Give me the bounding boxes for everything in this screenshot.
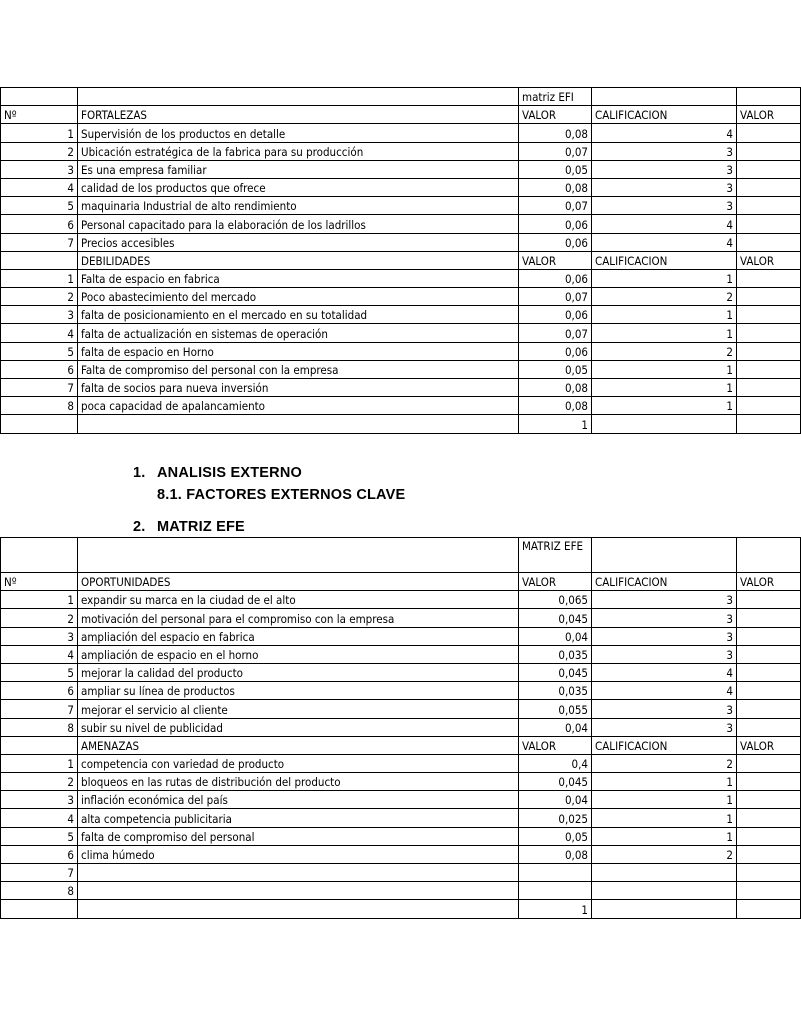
factor-text: maquinaria Industrial de alto rendimiento xyxy=(78,197,519,215)
calificacion-cell xyxy=(592,882,737,900)
efe-title: MATRIZ EFE xyxy=(519,538,592,573)
valor-ponderado-cell xyxy=(737,827,801,845)
efi-matrix-table xyxy=(0,87,801,434)
cell xyxy=(737,538,801,573)
factor-text: Precios accesibles xyxy=(78,233,519,251)
amenaza-row xyxy=(1,754,801,772)
row-number: 4 xyxy=(1,809,78,827)
calificacion-cell: 4 xyxy=(592,233,737,251)
row-number: 7 xyxy=(1,864,78,882)
group-label: AMENAZAS xyxy=(78,736,519,754)
valor-cell: 0,06 xyxy=(519,269,592,287)
amenaza-row xyxy=(1,864,801,882)
debilidad-row xyxy=(1,397,801,415)
header-calificacion: CALIFICACION xyxy=(592,106,737,124)
oportunidad-row xyxy=(1,591,801,609)
valor-cell: 0,08 xyxy=(519,397,592,415)
calificacion-cell: 1 xyxy=(592,397,737,415)
heading-text: ANALISIS EXTERNO xyxy=(157,465,302,481)
calificacion-cell: 1 xyxy=(592,773,737,791)
calificacion-cell: 1 xyxy=(592,379,737,397)
factor-text: expandir su marca en la ciudad de el alto xyxy=(78,591,519,609)
header-fortalezas: FORTALEZAS xyxy=(78,106,519,124)
valor-cell: 0,035 xyxy=(519,682,592,700)
valor-ponderado-cell xyxy=(737,342,801,360)
valor-cell: 0,045 xyxy=(519,773,592,791)
cell xyxy=(592,88,737,106)
header-valor-ponderado: VALOR xyxy=(737,251,801,269)
efi-title-row xyxy=(1,88,801,106)
valor-ponderado-cell xyxy=(737,288,801,306)
row-number: 2 xyxy=(1,773,78,791)
row-number: 3 xyxy=(1,791,78,809)
row-number: 3 xyxy=(1,160,78,178)
amenaza-row xyxy=(1,827,801,845)
factor-text: Es una empresa familiar xyxy=(78,160,519,178)
header-no: Nº xyxy=(1,106,78,124)
factor-text: Ubicación estratégica de la fabrica para su producción xyxy=(78,142,519,160)
factor-text: ampliación del espacio en fabrica xyxy=(78,627,519,645)
efe-title-row xyxy=(1,538,801,573)
debilidad-row xyxy=(1,324,801,342)
row-number: 6 xyxy=(1,682,78,700)
valor-cell: 0,065 xyxy=(519,591,592,609)
valor-cell: 0,08 xyxy=(519,379,592,397)
valor-ponderado-cell xyxy=(737,791,801,809)
heading-number: 1. xyxy=(133,465,146,481)
calificacion-cell: 3 xyxy=(592,627,737,645)
factor-text: subir su nivel de publicidad xyxy=(78,718,519,736)
calificacion-cell: 2 xyxy=(592,754,737,772)
factor-text: Falta de compromiso del personal con la empresa xyxy=(78,360,519,378)
valor-ponderado-cell xyxy=(737,178,801,196)
cell xyxy=(592,538,737,573)
cell xyxy=(78,538,519,573)
calificacion-cell: 1 xyxy=(592,809,737,827)
debilidad-row xyxy=(1,379,801,397)
header-valor-ponderado: VALOR xyxy=(737,736,801,754)
row-number: 4 xyxy=(1,324,78,342)
valor-cell: 0,08 xyxy=(519,124,592,142)
total-row xyxy=(1,415,801,433)
valor-cell: 0,07 xyxy=(519,142,592,160)
factor-text: Personal capacitado para la elaboración de los ladrillos xyxy=(78,215,519,233)
cell xyxy=(1,251,78,269)
factor-text xyxy=(78,882,519,900)
calificacion-cell: 1 xyxy=(592,827,737,845)
calificacion-cell: 4 xyxy=(592,663,737,681)
cell xyxy=(1,900,78,918)
row-number: 1 xyxy=(1,754,78,772)
calificacion-cell: 2 xyxy=(592,342,737,360)
valor-ponderado-cell xyxy=(737,233,801,251)
debilidad-row xyxy=(1,306,801,324)
fortaleza-row xyxy=(1,197,801,215)
factor-text: Falta de espacio en fabrica xyxy=(78,269,519,287)
calificacion-cell: 4 xyxy=(592,215,737,233)
oportunidad-row xyxy=(1,700,801,718)
header-valor: VALOR xyxy=(519,251,592,269)
cell xyxy=(1,88,78,106)
factor-text: inflación económica del país xyxy=(78,791,519,809)
valor-cell: 0,05 xyxy=(519,827,592,845)
total-row xyxy=(1,900,801,918)
row-number: 7 xyxy=(1,379,78,397)
valor-cell: 0,025 xyxy=(519,809,592,827)
row-number: 6 xyxy=(1,360,78,378)
factor-text: falta de espacio en Horno xyxy=(78,342,519,360)
efe-header-row xyxy=(1,573,801,591)
fortaleza-row xyxy=(1,124,801,142)
valor-ponderado-cell xyxy=(737,718,801,736)
valor-cell: 0,04 xyxy=(519,791,592,809)
valor-cell: 0,04 xyxy=(519,627,592,645)
valor-ponderado-cell xyxy=(737,360,801,378)
calificacion-cell: 3 xyxy=(592,178,737,196)
row-number: 5 xyxy=(1,827,78,845)
valor-cell: 0,4 xyxy=(519,754,592,772)
valor-ponderado-cell xyxy=(737,124,801,142)
amenaza-row xyxy=(1,882,801,900)
efi-header-row xyxy=(1,106,801,124)
oportunidad-row xyxy=(1,663,801,681)
valor-ponderado-cell xyxy=(737,882,801,900)
valor-cell xyxy=(519,864,592,882)
section-heading-matriz-efe xyxy=(133,519,245,535)
header-valor-ponderado: VALOR xyxy=(737,106,801,124)
valor-ponderado-cell xyxy=(737,160,801,178)
calificacion-cell: 1 xyxy=(592,324,737,342)
factor-text: Supervisión de los productos en detalle xyxy=(78,124,519,142)
valor-ponderado-cell xyxy=(737,663,801,681)
row-number: 4 xyxy=(1,645,78,663)
header-valor: VALOR xyxy=(519,106,592,124)
valor-cell: 0,05 xyxy=(519,160,592,178)
row-number: 4 xyxy=(1,178,78,196)
calificacion-cell: 3 xyxy=(592,160,737,178)
total-valor: 1 xyxy=(519,900,592,918)
cell xyxy=(78,415,519,433)
valor-cell: 0,08 xyxy=(519,845,592,863)
fortaleza-row xyxy=(1,142,801,160)
row-number: 8 xyxy=(1,718,78,736)
calificacion-cell: 4 xyxy=(592,124,737,142)
valor-ponderado-cell xyxy=(737,142,801,160)
valor-ponderado-cell xyxy=(737,215,801,233)
header-calificacion: CALIFICACION xyxy=(592,251,737,269)
calificacion-cell: 3 xyxy=(592,609,737,627)
calificacion-cell: 3 xyxy=(592,645,737,663)
calificacion-cell: 3 xyxy=(592,591,737,609)
heading-text: MATRIZ EFE xyxy=(157,519,245,535)
valor-ponderado-cell xyxy=(737,379,801,397)
factor-text: motivación del personal para el compromiso con la empresa xyxy=(78,609,519,627)
debilidad-row xyxy=(1,360,801,378)
factor-text: mejorar la calidad del producto xyxy=(78,663,519,681)
header-valor: VALOR xyxy=(519,573,592,591)
valor-cell: 0,06 xyxy=(519,233,592,251)
valor-ponderado-cell xyxy=(737,397,801,415)
factor-text: alta competencia publicitaria xyxy=(78,809,519,827)
calificacion-cell: 3 xyxy=(592,142,737,160)
calificacion-cell: 2 xyxy=(592,288,737,306)
valor-cell: 0,08 xyxy=(519,178,592,196)
valor-ponderado-cell xyxy=(737,591,801,609)
valor-ponderado-cell xyxy=(737,197,801,215)
factor-text: ampliación de espacio en el horno xyxy=(78,645,519,663)
valor-cell: 0,07 xyxy=(519,197,592,215)
row-number: 3 xyxy=(1,306,78,324)
row-number: 8 xyxy=(1,882,78,900)
oportunidad-row xyxy=(1,609,801,627)
row-number: 8 xyxy=(1,397,78,415)
cell xyxy=(737,88,801,106)
row-number: 5 xyxy=(1,342,78,360)
amenaza-row xyxy=(1,845,801,863)
efe-matrix-table xyxy=(0,537,801,919)
cell xyxy=(737,900,801,918)
valor-ponderado-cell xyxy=(737,809,801,827)
row-number: 2 xyxy=(1,288,78,306)
header-calificacion: CALIFICACION xyxy=(592,736,737,754)
oportunidad-row xyxy=(1,718,801,736)
debilidad-row xyxy=(1,342,801,360)
cell xyxy=(592,415,737,433)
cell xyxy=(1,538,78,573)
calificacion-cell: 3 xyxy=(592,700,737,718)
row-number: 5 xyxy=(1,197,78,215)
valor-ponderado-cell xyxy=(737,700,801,718)
row-number: 7 xyxy=(1,700,78,718)
valor-ponderado-cell xyxy=(737,269,801,287)
factor-text: Poco abastecimiento del mercado xyxy=(78,288,519,306)
calificacion-cell: 1 xyxy=(592,360,737,378)
valor-cell: 0,05 xyxy=(519,360,592,378)
row-number: 1 xyxy=(1,124,78,142)
factor-text: ampliar su línea de productos xyxy=(78,682,519,700)
valor-ponderado-cell xyxy=(737,324,801,342)
valor-cell: 0,055 xyxy=(519,700,592,718)
oportunidad-row xyxy=(1,627,801,645)
factor-text: mejorar el servicio al cliente xyxy=(78,700,519,718)
row-number: 1 xyxy=(1,591,78,609)
valor-cell: 0,06 xyxy=(519,215,592,233)
amenaza-row xyxy=(1,773,801,791)
valor-ponderado-cell xyxy=(737,864,801,882)
row-number: 5 xyxy=(1,663,78,681)
calificacion-cell xyxy=(592,864,737,882)
fortaleza-row xyxy=(1,215,801,233)
valor-ponderado-cell xyxy=(737,773,801,791)
calificacion-cell: 4 xyxy=(592,682,737,700)
header-valor: VALOR xyxy=(519,736,592,754)
valor-ponderado-cell xyxy=(737,845,801,863)
valor-ponderado-cell xyxy=(737,627,801,645)
fortaleza-row xyxy=(1,178,801,196)
cell xyxy=(78,900,519,918)
cell xyxy=(1,415,78,433)
valor-cell: 0,06 xyxy=(519,306,592,324)
calificacion-cell: 3 xyxy=(592,718,737,736)
valor-cell: 0,07 xyxy=(519,288,592,306)
header-no: Nº xyxy=(1,573,78,591)
valor-ponderado-cell xyxy=(737,754,801,772)
factor-text: falta de compromiso del personal xyxy=(78,827,519,845)
valor-ponderado-cell xyxy=(737,609,801,627)
factor-text: competencia con variedad de producto xyxy=(78,754,519,772)
debilidad-row xyxy=(1,269,801,287)
valor-cell: 0,045 xyxy=(519,663,592,681)
amenazas-header-row xyxy=(1,736,801,754)
calificacion-cell: 2 xyxy=(592,845,737,863)
cell xyxy=(592,900,737,918)
factor-text: bloqueos en las rutas de distribución del producto xyxy=(78,773,519,791)
valor-cell: 0,04 xyxy=(519,718,592,736)
total-valor: 1 xyxy=(519,415,592,433)
valor-cell: 0,07 xyxy=(519,324,592,342)
header-valor-ponderado: VALOR xyxy=(737,573,801,591)
fortaleza-row xyxy=(1,160,801,178)
valor-cell: 0,035 xyxy=(519,645,592,663)
cell xyxy=(1,736,78,754)
efi-title: matriz EFI xyxy=(519,88,592,106)
valor-ponderado-cell xyxy=(737,645,801,663)
amenaza-row xyxy=(1,791,801,809)
cell xyxy=(78,88,519,106)
valor-ponderado-cell xyxy=(737,682,801,700)
valor-cell: 0,045 xyxy=(519,609,592,627)
debilidad-row xyxy=(1,288,801,306)
factor-text: falta de actualización en sistemas de operación xyxy=(78,324,519,342)
valor-cell xyxy=(519,882,592,900)
fortaleza-row xyxy=(1,233,801,251)
calificacion-cell: 1 xyxy=(592,306,737,324)
factor-text xyxy=(78,864,519,882)
calificacion-cell: 3 xyxy=(592,197,737,215)
row-number: 3 xyxy=(1,627,78,645)
factor-text: poca capacidad de apalancamiento xyxy=(78,397,519,415)
factor-text: falta de posicionamiento en el mercado en su totalidad xyxy=(78,306,519,324)
oportunidad-row xyxy=(1,645,801,663)
oportunidad-row xyxy=(1,682,801,700)
valor-cell: 0,06 xyxy=(519,342,592,360)
row-number: 2 xyxy=(1,142,78,160)
calificacion-cell: 1 xyxy=(592,791,737,809)
factor-text: calidad de los productos que ofrece xyxy=(78,178,519,196)
factor-text: clima húmedo xyxy=(78,845,519,863)
row-number: 6 xyxy=(1,845,78,863)
row-number: 1 xyxy=(1,269,78,287)
calificacion-cell: 1 xyxy=(592,269,737,287)
subsection-heading-factores-externos: 8.1. FACTORES EXTERNOS CLAVE xyxy=(157,487,406,503)
row-number: 2 xyxy=(1,609,78,627)
valor-ponderado-cell xyxy=(737,306,801,324)
factor-text: falta de socios para nueva inversión xyxy=(78,379,519,397)
header-calificacion: CALIFICACION xyxy=(592,573,737,591)
row-number: 7 xyxy=(1,233,78,251)
debilidades-header-row xyxy=(1,251,801,269)
group-label: DEBILIDADES xyxy=(78,251,519,269)
cell xyxy=(737,415,801,433)
header-oportunidades: OPORTUNIDADES xyxy=(78,573,519,591)
section-heading-analisis-externo xyxy=(133,465,302,481)
heading-number: 2. xyxy=(133,519,146,535)
amenaza-row xyxy=(1,809,801,827)
row-number: 6 xyxy=(1,215,78,233)
